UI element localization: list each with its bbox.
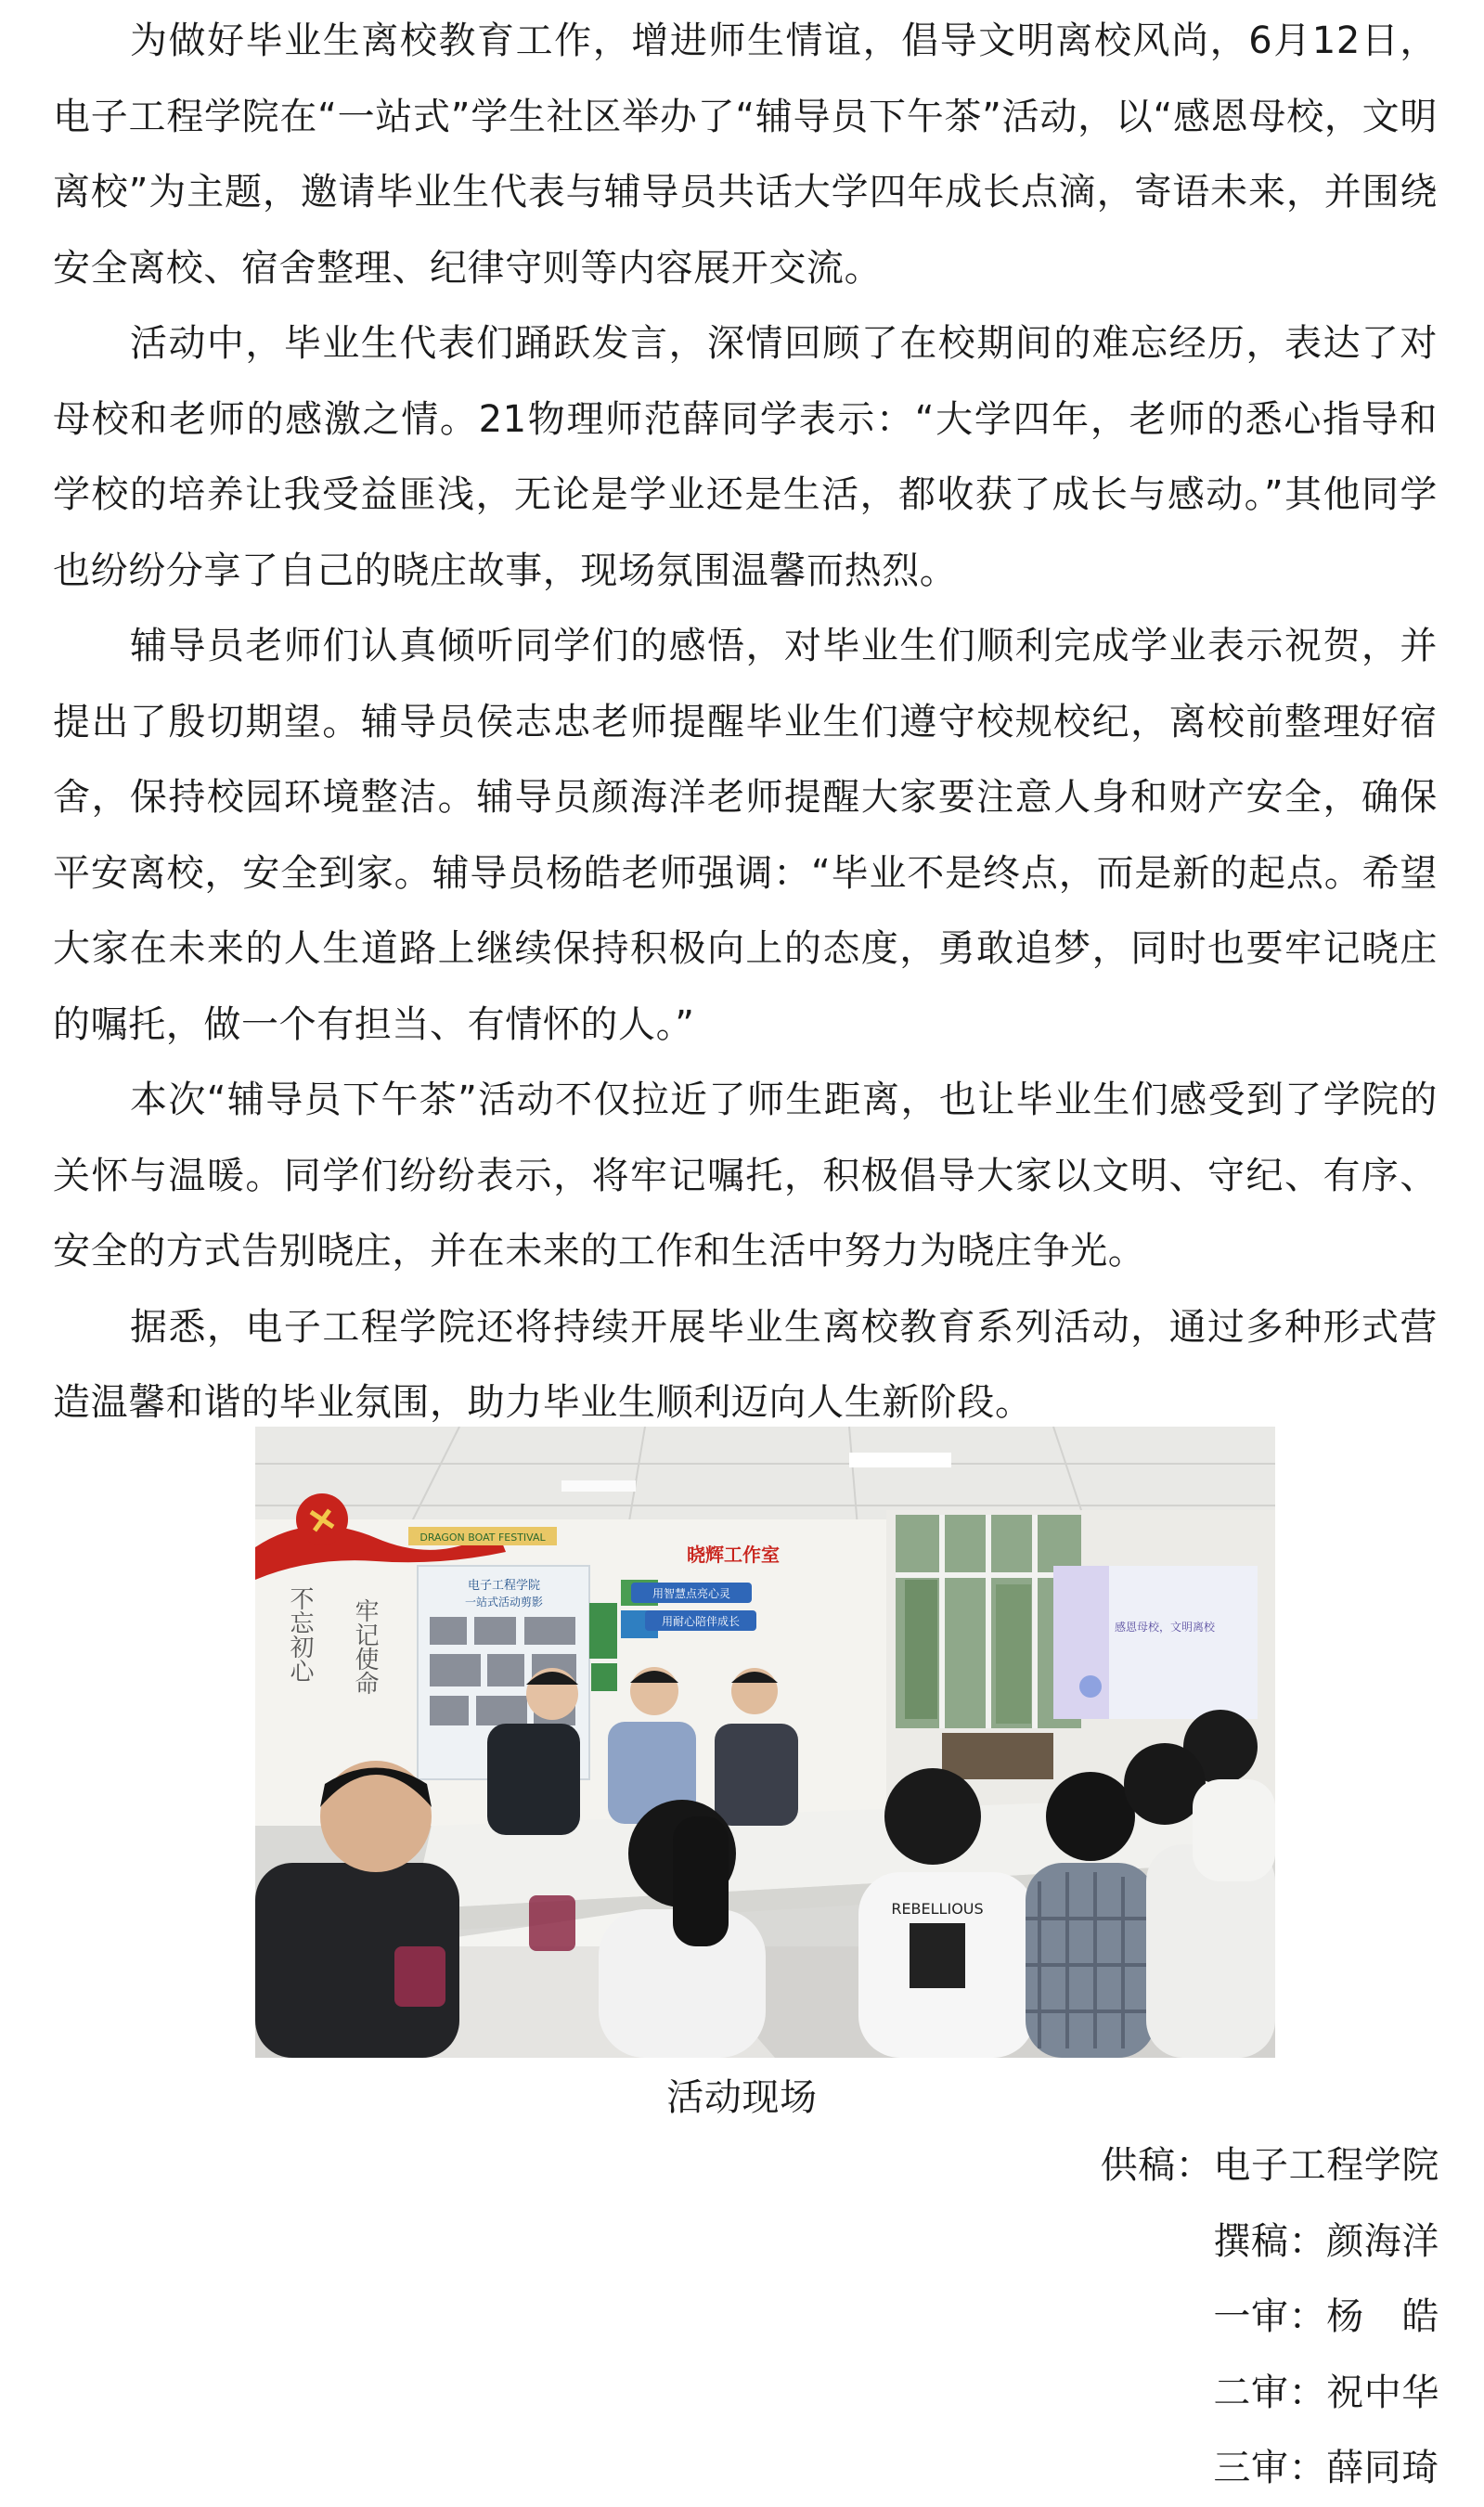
shirt-print: REBELLIOUS [891, 1900, 984, 1918]
paragraph-1: 为做好毕业生离校教育工作，增进师生情谊，倡导文明离校风尚，6月12日，电子工程学院在“一站式”学生社区举办了“辅导员下午茶”活动，以“感恩母校，文明离校”为主题，邀请毕业生代表与辅导员共话大学四年成长点滴，寄语未来，并围绕安全离校、宿舍整理、纪律守则等内容展开交流。 [53, 19, 1438, 290]
studio-sign: 晓辉工作室 [687, 1544, 780, 1566]
credit-author: 撰稿：颜海洋 [1213, 2219, 1439, 2263]
event-photo [255, 1427, 1275, 2058]
credit-review-3: 三审：薛同琦 [1213, 2447, 1439, 2489]
slogan-1: 用智慧点亮心灵 [652, 1587, 731, 1600]
photo-wall-title: 电子工程学院 [467, 1579, 541, 1593]
article-body [53, 4, 1438, 1441]
paragraph-5: 据悉，电子工程学院还将持续开展毕业生离校教育系列活动，通过多种形式营造温馨和谐的毕业氛围，助力毕业生顺利迈向人生新阶段。 [53, 1305, 1438, 1424]
photo-caption: 活动现场 [666, 2076, 818, 2119]
dragon-boat-sign: DRAGON BOAT FESTIVAL [419, 1531, 546, 1544]
credits-block [1101, 2128, 1439, 2507]
credit-review-1: 一审：杨 皓 [1213, 2295, 1439, 2338]
paragraph-2: 活动中，毕业生代表们踊跃发言，深情回顾了在校期间的难忘经历，表达了对母校和老师的感激之情。21物理师范薛同学表示：“大学四年，老师的悉心指导和学校的培养让我受益匪浅，无论是学业还是生活，都收获了成长与感动。”其他同学也纷纷分享了自己的晓庄故事，现场氛围温馨而热烈。 [53, 322, 1438, 592]
slogan-2: 用耐心陪伴成长 [661, 1615, 741, 1628]
paragraph-4: 本次“辅导员下午茶”活动不仅拉近了师生距离，也让毕业生们感受到了学院的关怀与温暖。同学们纷纷表示，将牢记嘱托，积极倡导大家以文明、守纪、有序、安全的方式告别晓庄，并在未来的工作和生活中努力为晓庄争光。 [53, 1079, 1438, 1273]
credit-review-2: 二审：祝中华 [1213, 2371, 1439, 2414]
credit-source: 供稿：电子工程学院 [1100, 2144, 1439, 2187]
photo-wall-subtitle: 一站式活动剪影 [464, 1596, 544, 1609]
paragraph-3: 辅导员老师们认真倾听同学们的感悟，对毕业生们顺利完成学业表示祝贺，并提出了殷切期望。辅导员侯志忠老师提醒毕业生们遵守校规校纪，离校前整理好宿舍，保持校园环境整洁。辅导员颜海洋老师提醒大家要注意人身和财产安全，确保平安离校，安全到家。辅导员杨皓老师强调：“毕业不是终点，而是新的起点。希望大家在未来的人生道路上继续保持积极向上的态度，勇敢追梦，同时也要牢记晓庄的嘱托，做一个有担当、有情怀的人。” [53, 625, 1438, 1046]
calligraphy-right: 牢记使命 [351, 1598, 379, 1695]
calligraphy-left: 不忘初心 [286, 1586, 314, 1683]
screen-title: 感恩母校，文明离校 [1114, 1621, 1216, 1634]
